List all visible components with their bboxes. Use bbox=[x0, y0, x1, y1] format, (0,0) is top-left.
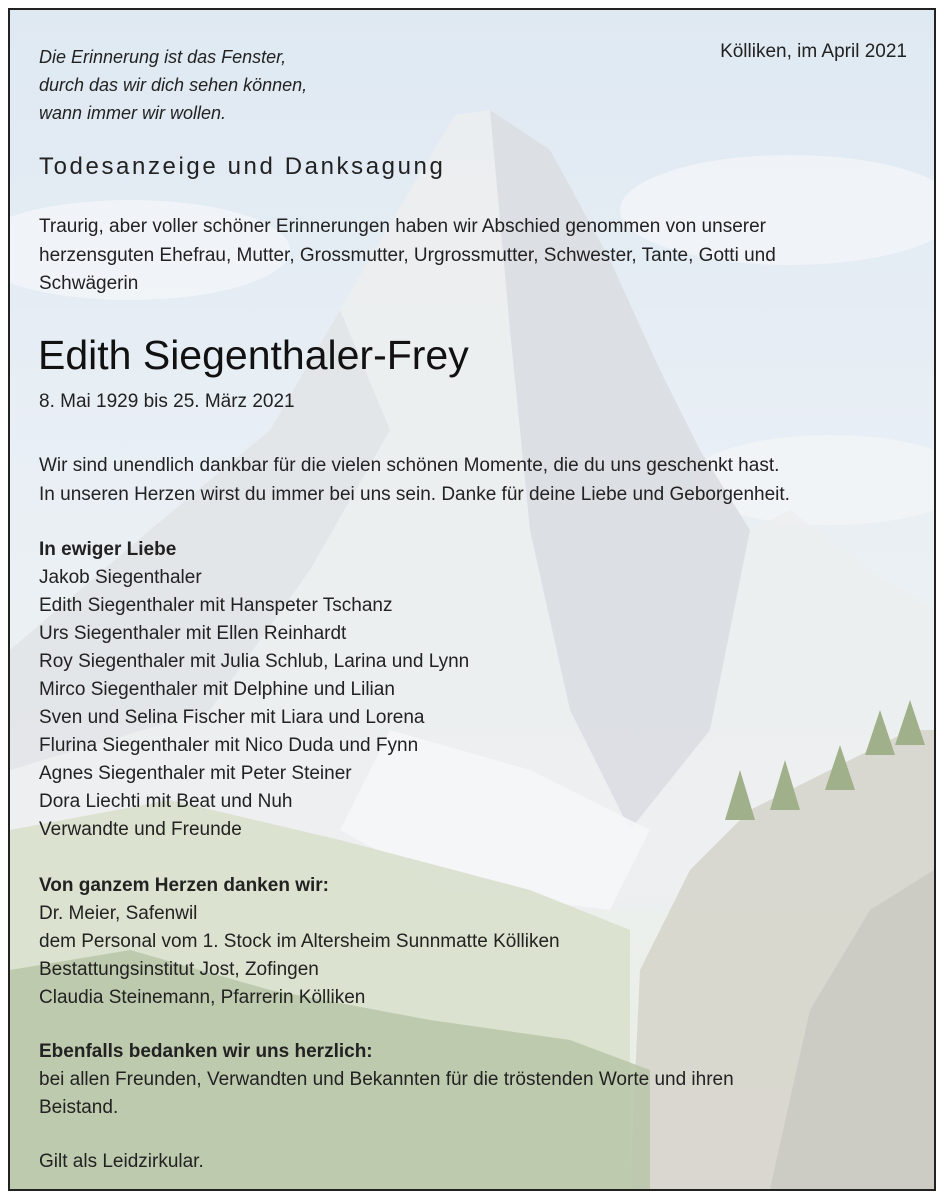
also-thanks-section bbox=[39, 1038, 734, 1122]
thanks-line: Dr. Meier, Safenwil bbox=[39, 903, 198, 924]
place-date: Kölliken, im April 2021 bbox=[720, 41, 907, 62]
thanks-line: Bestattungsinstitut Jost, Zofingen bbox=[39, 959, 319, 980]
gratitude-line: Wir sind unendlich dankbar für die vielen schönen Momente, die du uns geschenkt hast. bbox=[39, 455, 780, 476]
family-member: Roy Siegenthaler mit Julia Schlub, Larina und Lynn bbox=[39, 651, 470, 672]
thanks-line: dem Personal vom 1. Stock im Altersheim Sunnmatte Kölliken bbox=[39, 931, 560, 952]
obituary-card bbox=[8, 8, 936, 1191]
intro-line: Traurig, aber voller schöner Erinnerungen haben wir Abschied genommen von unserer bbox=[39, 216, 766, 237]
family-member: Jakob Siegenthaler bbox=[39, 567, 202, 588]
also-thanks-line: bei allen Freunden, Verwandten und Bekannten für die tröstenden Worte und ihren bbox=[39, 1069, 734, 1090]
notice-heading: Todesanzeige und Danksagung bbox=[39, 153, 446, 180]
gratitude-line: In unseren Herzen wirst du immer bei uns sein. Danke für deine Liebe und Geborgenheit. bbox=[39, 483, 790, 505]
intro-line: herzensguten Ehefrau, Mutter, Grossmutter, Urgrossmutter, Schwester, Tante, Gotti und bbox=[39, 244, 776, 266]
motto-line: Die Erinnerung ist das Fenster, bbox=[39, 47, 287, 67]
family-member: Dora Liechti mit Beat und Nuh bbox=[39, 791, 293, 812]
family-title: In ewiger Liebe bbox=[39, 539, 177, 560]
family-section bbox=[39, 536, 469, 844]
family-member: Mirco Siegenthaler mit Delphine und Lilian bbox=[39, 679, 395, 700]
family-member: Sven und Selina Fischer mit Liara und Lorena bbox=[39, 707, 425, 728]
family-member: Agnes Siegenthaler mit Peter Steiner bbox=[39, 763, 352, 784]
footer-note: Gilt als Leidzirkular. bbox=[39, 1151, 204, 1172]
deceased-name: Edith Siegenthaler-Frey bbox=[38, 332, 469, 378]
family-member: Edith Siegenthaler mit Hanspeter Tschanz bbox=[39, 595, 393, 616]
motto-line: wann immer wir wollen. bbox=[39, 103, 227, 123]
intro-line: Schwägerin bbox=[39, 273, 139, 294]
family-member: Flurina Siegenthaler mit Nico Duda und Fynn bbox=[39, 735, 419, 756]
also-thanks-title: Ebenfalls bedanken wir uns herzlich: bbox=[39, 1041, 373, 1062]
life-dates: 8. Mai 1929 bis 25. März 2021 bbox=[39, 391, 295, 412]
family-member: Verwandte und Freunde bbox=[39, 819, 242, 840]
intro-text bbox=[39, 213, 919, 299]
thanks-line: Claudia Steinemann, Pfarrerin Kölliken bbox=[39, 987, 366, 1008]
also-thanks-line: Beistand. bbox=[39, 1097, 119, 1118]
motto-quote bbox=[39, 43, 307, 127]
thanks-title: Von ganzem Herzen danken wir: bbox=[39, 875, 329, 896]
obituary-text bbox=[10, 10, 934, 1189]
family-member: Urs Siegenthaler mit Ellen Reinhardt bbox=[39, 623, 347, 644]
motto-line: durch das wir dich sehen können, bbox=[39, 75, 308, 95]
thanks-section bbox=[39, 872, 560, 1012]
gratitude-text bbox=[39, 452, 790, 509]
